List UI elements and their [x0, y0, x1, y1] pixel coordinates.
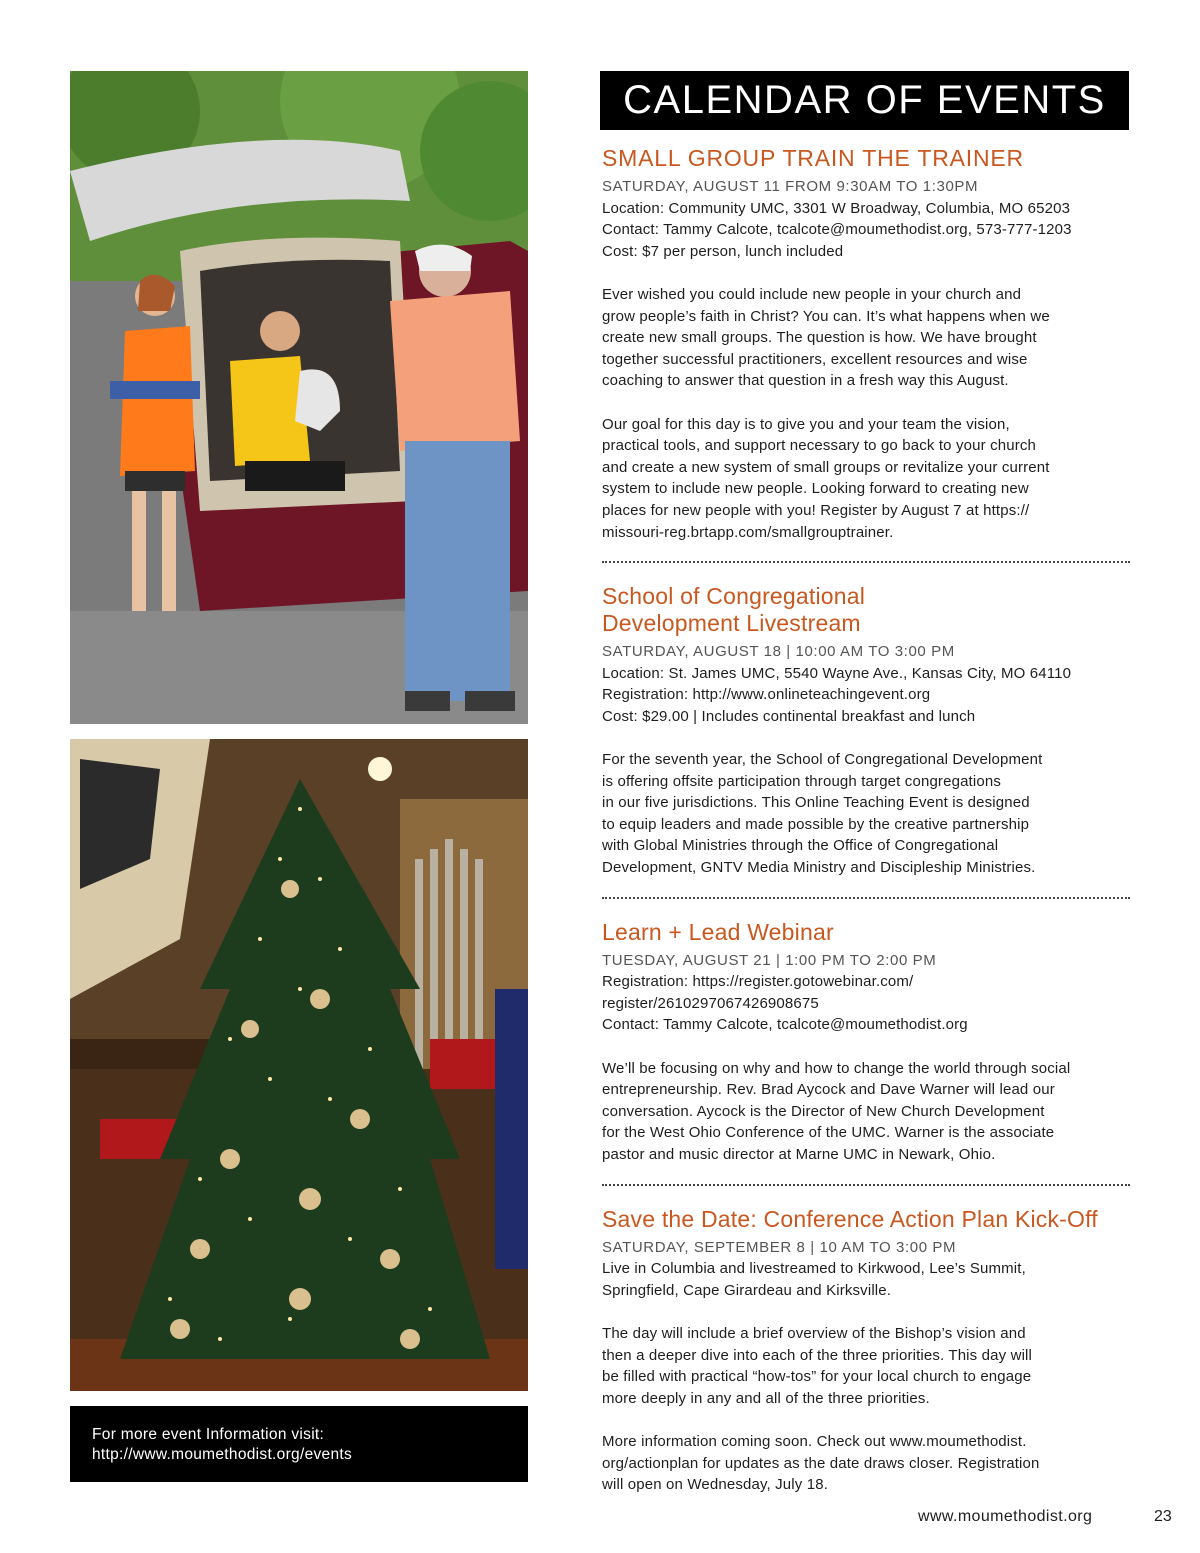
text-line: The day will include a brief overview of the Bishop’s vision and [602, 1324, 1026, 1342]
event-school-of-congregational-development [602, 583, 1132, 879]
event-title: SMALL GROUP TRAIN THE TRAINER [602, 145, 1024, 171]
text-line: org/actionplan for updates as the date draws closer. Registration [602, 1454, 1040, 1472]
dotted-divider [602, 1184, 1130, 1186]
event-title-line-2: Development Livestream [602, 610, 861, 637]
text-line: entrepreneurship. Rev. Brad Aycock and Dave Warner will lead our [602, 1081, 1055, 1099]
event-description [602, 414, 1132, 544]
text-line: in our five jurisdictions. This Online Teaching Event is designed [602, 794, 1030, 812]
event-cost: Cost: $29.00 | Includes continental breakfast and lunch [602, 707, 976, 725]
text-line: and create a new system of small groups or revitalize your current [602, 458, 1050, 476]
event-description [602, 1323, 1132, 1409]
dotted-divider [602, 561, 1130, 563]
text-line: create new small groups. The question is how. We have brought [602, 329, 1037, 347]
text-line: with Global Ministries through the Office of Congregational [602, 837, 999, 855]
registration-link[interactable]: missouri-reg.brtapp.com/smallgrouptrainer. [602, 523, 894, 541]
event-location-line-2: Springfield, Cape Girardeau and Kirksville. [602, 1281, 892, 1299]
event-title: Learn + Lead Webinar [602, 918, 834, 945]
event-info-box [70, 1406, 528, 1482]
text-line: conversation. Aycock is the Director of New Church Development [602, 1102, 1045, 1120]
text-line: Development, GNTV Media Ministry and Discipleship Ministries. [602, 859, 1036, 877]
church-christmas-tree-photo [70, 739, 528, 1391]
event-cost: Cost: $7 per person, lunch included [602, 242, 844, 260]
text-line: for the West Ohio Conference of the UMC. Warner is the associate [602, 1124, 1055, 1142]
event-small-group-train-the-trainer [602, 145, 1132, 543]
text-line: system to include new people. Looking forward to creating new [602, 480, 1029, 498]
event-location-line-1: Live in Columbia and livestreamed to Kirkwood, Lee’s Summit, [602, 1260, 1026, 1278]
info-box-line-1: For more event Information visit: [92, 1426, 325, 1443]
event-description [602, 749, 1132, 879]
event-date: SATURDAY, SEPTEMBER 8 | 10 AM TO 3:00 PM [602, 1238, 957, 1256]
text-line: practical tools, and support necessary to go back to your church [602, 437, 1036, 455]
event-learn-lead-webinar [602, 919, 1132, 1166]
event-registration-link[interactable]: Registration: https://register.gotowebinar.com/ [602, 973, 914, 991]
text-line: pastor and music director at Marne UMC in Newark, Ohio. [602, 1145, 996, 1163]
event-date: SATURDAY, AUGUST 11 FROM 9:30AM TO 1:30PM [602, 178, 979, 195]
info-box-url-link[interactable]: http://www.moumethodist.org/events [92, 1446, 353, 1463]
event-contact: Contact: Tammy Calcote, tcalcote@moumethodist.org, 573-777-1203 [602, 221, 1072, 239]
dotted-divider [602, 897, 1130, 899]
event-date: SATURDAY, AUGUST 18 | 10:00 AM TO 3:00 PM [602, 643, 955, 661]
event-location: Location: Community UMC, 3301 W Broadway, Columbia, MO 65203 [602, 199, 1071, 217]
text-line: to equip leaders and made possible by the creative partnership [602, 815, 1030, 833]
events-list [602, 145, 1132, 1496]
event-contact: Contact: Tammy Calcote, tcalcote@moumethodist.org [602, 1016, 968, 1034]
event-location: Location: St. James UMC, 5540 Wayne Ave., Kansas City, MO 64110 [602, 664, 1072, 682]
text-line: grow people’s faith in Christ? You can. It’s what happens when we [602, 307, 1050, 325]
page-number: 23 [1154, 1508, 1172, 1525]
text-line: We’ll be focusing on why and how to change the world through social [602, 1059, 1071, 1077]
event-conference-action-plan-kickoff [602, 1206, 1132, 1496]
event-date: TUESDAY, AUGUST 21 | 1:00 PM TO 2:00 PM [602, 951, 937, 969]
event-title: Save the Date: Conference Action Plan Kick-Off [602, 1205, 1098, 1232]
calendar-header: CALENDAR OF EVENTS [600, 71, 1129, 130]
event-title-line-1: School of Congregational [602, 583, 866, 610]
text-line: will open on Wednesday, July 18. [602, 1476, 829, 1494]
text-line: For the seventh year, the School of Congregational Development [602, 751, 1043, 769]
event-registration-link[interactable]: Registration: http://www.onlineteachingevent.org [602, 686, 931, 704]
event-description [602, 1058, 1132, 1166]
text-line: is offering offsite participation through target congregations [602, 772, 1001, 790]
text-line: Our goal for this day is to give you and your team the vision, [602, 415, 1010, 433]
footer-website-link[interactable]: www.moumethodist.org [918, 1508, 1093, 1525]
text-line: More information coming soon. Check out www.moumethodist. [602, 1432, 1027, 1450]
text-line: Ever wished you could include new people in your church and [602, 285, 1022, 303]
text-line: be filled with practical “how-tos” for your local church to engage [602, 1368, 1032, 1386]
text-line: together successful practitioners, excellent resources and wise [602, 350, 1028, 368]
volunteers-loading-car-photo [70, 71, 528, 724]
event-description [602, 1431, 1132, 1496]
text-line: then a deeper dive into each of the three priorities. This day will [602, 1346, 1033, 1364]
text-line: places for new people with you! Register by August 7 at https:// [602, 501, 1030, 519]
event-description [602, 284, 1132, 392]
text-line: more deeply in any and all of the three priorities. [602, 1389, 930, 1407]
event-registration-link-cont[interactable]: register/2610297067426908675 [602, 994, 819, 1012]
text-line: coaching to answer that question in a fresh way this August. [602, 372, 1009, 390]
